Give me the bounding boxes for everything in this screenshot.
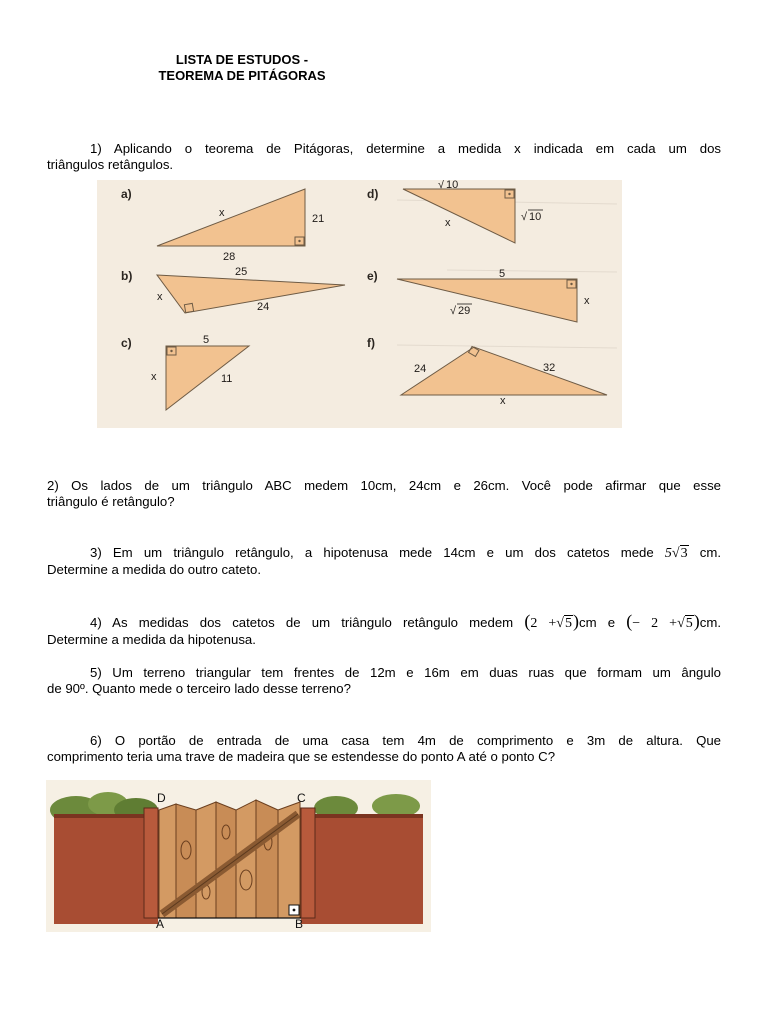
question-1-line-2: triângulos retângulos. [47, 157, 174, 172]
triangle-f-bottom: x [500, 395, 506, 407]
triangle-b-hyp: 25 [235, 266, 248, 278]
question-1 [47, 141, 721, 173]
question-3-line-1: 3) Em um triângulo retângulo, a hipotenusa mede 14cm e um dos catetos mede [90, 545, 654, 560]
triangle-f-left: 24 [414, 363, 427, 375]
question-5-line-1: 5) Um terreno triangular tem frentes de 12m e 16m em duas ruas que formam um ângulo [90, 665, 721, 680]
triangle-b-leg1: x [157, 291, 163, 303]
triangle-a-tag: a) [121, 187, 132, 201]
question-1-line-1: 1) Aplicando o teorema de Pitágoras, determine a medida x indicada em cada um dos [90, 141, 721, 156]
question-5-line-2: de 90º. Quanto mede o terceiro lado desse terreno? [47, 681, 351, 696]
question-4-mid: cm e [578, 615, 616, 630]
question-2-line-2: triângulo é retângulo? [47, 494, 175, 509]
triangle-a-leg1: 21 [312, 213, 325, 225]
triangle-c-leg-side: x [151, 371, 157, 383]
question-4-line-1: 4) As medidas dos catetos de um triângulo retângulo medem [90, 615, 514, 630]
triangle-d-side: 10 [529, 211, 542, 223]
title-line-2: TEOREMA DE PITÁGORAS [158, 68, 326, 83]
question-6 [47, 733, 721, 765]
triangle-d-side-label [521, 210, 543, 223]
triangle-d-top-label [438, 180, 459, 191]
triangle-c-leg-top: 5 [203, 334, 210, 346]
post-right [301, 808, 315, 918]
svg-text:√: √ [438, 180, 445, 191]
triangle-f-right: 32 [543, 362, 556, 374]
svg-text:√: √ [521, 211, 528, 223]
triangle-e-bottom-label [450, 304, 472, 317]
question-4-line-2: Determine a medida da hipotenusa. [47, 632, 256, 647]
soil-left [54, 814, 158, 924]
question-2 [47, 478, 721, 510]
triangle-a-leg2: 28 [223, 251, 236, 263]
triangle-e-top: 5 [499, 268, 506, 280]
question-6-line-2: comprimento teria uma trave de madeira que se estendesse do ponto A até o ponto C? [47, 749, 556, 764]
triangle-d-top: 10 [446, 180, 459, 191]
question-5 [47, 665, 721, 697]
question-4-math-1: (2 +√5) [524, 611, 579, 631]
question-3 [47, 545, 721, 578]
triangle-b-tag: b) [121, 269, 133, 283]
title-line-1: LISTA DE ESTUDOS - [175, 52, 309, 67]
question-6-line-1: 6) O portão de entrada de uma casa tem 4m de comprimento e 3m de altura. Que [90, 733, 721, 748]
question-3-math: 5√3 [664, 546, 688, 561]
question-3-line-2: Determine a medida do outro cateto. [47, 562, 262, 577]
triangles-figure [97, 180, 622, 428]
question-2-line-1: 2) Os lados de um triângulo ABC medem 10cm, 24cm e 26cm. Você pode afirmar que esse [47, 478, 721, 493]
gate-figure [46, 780, 431, 932]
soil-right [301, 814, 423, 924]
triangle-a-hyp: x [219, 207, 225, 219]
question-3-unit: cm. [699, 545, 721, 560]
triangle-f-tag: f) [367, 336, 375, 350]
gate-point-b: B [295, 917, 304, 931]
question-4-math-2: (− 2 +√5) [626, 611, 700, 631]
svg-text:√: √ [450, 305, 457, 317]
gate-point-d: D [157, 791, 166, 805]
triangle-d-hyp: x [445, 217, 451, 229]
triangle-e-side: x [584, 295, 590, 307]
triangle-b-leg2: 24 [257, 301, 270, 313]
question-4 [47, 613, 721, 648]
triangle-e-bottom: 29 [458, 305, 471, 317]
triangle-c-tag: c) [121, 336, 132, 350]
gate-point-c: C [297, 791, 306, 805]
triangle-d-tag: d) [367, 187, 379, 201]
triangle-e-tag: e) [367, 269, 378, 283]
post-left [144, 808, 158, 918]
question-4-unit: cm. [699, 615, 722, 630]
gate-point-a: A [156, 917, 165, 931]
triangle-c-hyp: 11 [221, 373, 233, 385]
document-title [130, 52, 354, 84]
